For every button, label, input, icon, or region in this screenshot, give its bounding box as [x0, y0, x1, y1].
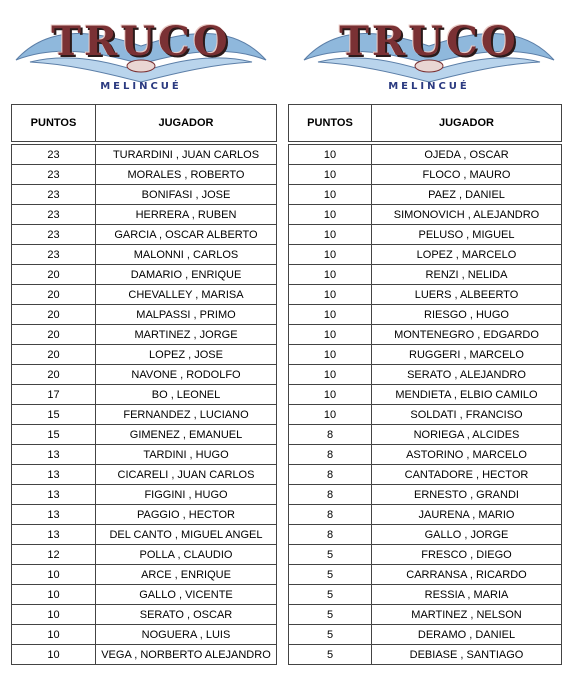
- player-cell: POLLA , CLAUDIO: [96, 545, 277, 565]
- points-cell: 23: [12, 165, 96, 185]
- points-cell: 10: [289, 365, 372, 385]
- table-row: [12, 385, 277, 405]
- table-row: [289, 485, 562, 505]
- table-row: [12, 425, 277, 445]
- points-cell: 12: [12, 545, 96, 565]
- table-row: [289, 205, 562, 225]
- points-cell: 20: [12, 325, 96, 345]
- points-cell: 10: [12, 645, 96, 665]
- table-row: [12, 465, 277, 485]
- points-cell: 15: [12, 425, 96, 445]
- points-cell: 10: [289, 245, 372, 265]
- points-cell: 20: [12, 345, 96, 365]
- table-row: [12, 585, 277, 605]
- points-cell: 23: [12, 245, 96, 265]
- player-cell: CARRANSA , RICARDO: [372, 565, 562, 585]
- table-row: [12, 285, 277, 305]
- table-row: [289, 185, 562, 205]
- player-cell: MENDIETA , ELBIO CAMILO: [372, 385, 562, 405]
- points-cell: 13: [12, 485, 96, 505]
- table-row: [289, 505, 562, 525]
- table-row: [289, 425, 562, 445]
- player-cell: GIMENEZ , EMANUEL: [96, 425, 277, 445]
- table-row: [12, 605, 277, 625]
- player-cell: CANTADORE , HECTOR: [372, 465, 562, 485]
- logo-subtitle: MELINCUÉ: [388, 81, 470, 92]
- points-cell: 10: [289, 185, 372, 205]
- points-cell: 10: [289, 225, 372, 245]
- player-cell: SIMONOVICH , ALEJANDRO: [372, 205, 562, 225]
- table-row: [12, 445, 277, 465]
- player-cell: FERNANDEZ , LUCIANO: [96, 405, 277, 425]
- points-cell: 20: [12, 285, 96, 305]
- points-cell: 10: [12, 605, 96, 625]
- scores-body-right: [289, 142, 562, 665]
- player-cell: MONTENEGRO , EDGARDO: [372, 325, 562, 345]
- table-row: [289, 465, 562, 485]
- table-row: [289, 145, 562, 165]
- table-row: [12, 265, 277, 285]
- logo-title: TRUCO: [51, 18, 231, 65]
- points-cell: 8: [289, 485, 372, 505]
- player-cell: DERAMO , DANIEL: [372, 625, 562, 645]
- table-row: [289, 585, 562, 605]
- points-cell: 23: [12, 225, 96, 245]
- player-cell: NOGUERA , LUIS: [96, 625, 277, 645]
- player-cell: ARCE , ENRIQUE: [96, 565, 277, 585]
- points-cell: 5: [289, 645, 372, 665]
- table-row: [289, 225, 562, 245]
- points-cell: 8: [289, 505, 372, 525]
- points-cell: 10: [12, 565, 96, 585]
- table-header-row: [12, 105, 277, 142]
- points-cell: 10: [289, 405, 372, 425]
- points-cell: 10: [289, 265, 372, 285]
- truco-logo-right: [298, 2, 560, 98]
- table-row: [12, 205, 277, 225]
- player-cell: GALLO , JORGE: [372, 525, 562, 545]
- table-row: [289, 565, 562, 585]
- player-header: JUGADOR: [96, 105, 277, 142]
- player-cell: ASTORINO , MARCELO: [372, 445, 562, 465]
- points-cell: 20: [12, 365, 96, 385]
- table-row: [289, 385, 562, 405]
- points-cell: 10: [289, 345, 372, 365]
- player-cell: SERATO , OSCAR: [96, 605, 277, 625]
- table-row: [289, 165, 562, 185]
- player-cell: PELUSO , MIGUEL: [372, 225, 562, 245]
- player-cell: TARDINI , HUGO: [96, 445, 277, 465]
- table-row: [289, 405, 562, 425]
- player-cell: DEL CANTO , MIGUEL ANGEL: [96, 525, 277, 545]
- points-cell: 20: [12, 265, 96, 285]
- table-row: [12, 485, 277, 505]
- points-cell: 10: [289, 205, 372, 225]
- points-cell: 8: [289, 445, 372, 465]
- points-cell: 8: [289, 525, 372, 545]
- table-row: [12, 165, 277, 185]
- table-row: [12, 545, 277, 565]
- points-cell: 8: [289, 425, 372, 445]
- table-row: [289, 525, 562, 545]
- table-row: [289, 305, 562, 325]
- player-cell: OJEDA , OSCAR: [372, 145, 562, 165]
- player-cell: CICARELI , JUAN CARLOS: [96, 465, 277, 485]
- player-cell: ERNESTO , GRANDI: [372, 485, 562, 505]
- player-cell: LUERS , ALBEERTO: [372, 285, 562, 305]
- player-cell: FIGGINI , HUGO: [96, 485, 277, 505]
- player-header: JUGADOR: [372, 105, 562, 142]
- points-cell: 23: [12, 145, 96, 165]
- player-cell: GARCIA , OSCAR ALBERTO: [96, 225, 277, 245]
- player-cell: JAURENA , MARIO: [372, 505, 562, 525]
- scores-table-left: [11, 104, 277, 665]
- table-row: [289, 245, 562, 265]
- table-row: [12, 225, 277, 245]
- player-cell: MALONNI , CARLOS: [96, 245, 277, 265]
- player-cell: DEBIASE , SANTIAGO: [372, 645, 562, 665]
- points-cell: 15: [12, 405, 96, 425]
- points-cell: 23: [12, 205, 96, 225]
- table-row: [12, 565, 277, 585]
- points-cell: 10: [289, 145, 372, 165]
- table-row: [289, 285, 562, 305]
- player-cell: SERATO , ALEJANDRO: [372, 365, 562, 385]
- points-cell: 5: [289, 565, 372, 585]
- player-cell: RENZI , NELIDA: [372, 265, 562, 285]
- table-row: [289, 365, 562, 385]
- table-row: [12, 405, 277, 425]
- table-row: [12, 245, 277, 265]
- table-row: [12, 345, 277, 365]
- points-cell: 17: [12, 385, 96, 405]
- points-cell: 5: [289, 545, 372, 565]
- player-cell: GALLO , VICENTE: [96, 585, 277, 605]
- player-cell: NAVONE , RODOLFO: [96, 365, 277, 385]
- player-cell: MALPASSI , PRIMO: [96, 305, 277, 325]
- player-cell: DAMARIO , ENRIQUE: [96, 265, 277, 285]
- points-cell: 10: [289, 165, 372, 185]
- table-row: [12, 305, 277, 325]
- points-cell: 10: [289, 285, 372, 305]
- player-cell: RUGGERI , MARCELO: [372, 345, 562, 365]
- table-row: [289, 265, 562, 285]
- table-row: [12, 325, 277, 345]
- player-cell: BONIFASI , JOSE: [96, 185, 277, 205]
- table-row: [12, 145, 277, 165]
- points-cell: 5: [289, 625, 372, 645]
- table-row: [12, 365, 277, 385]
- table-header-row: [289, 105, 562, 142]
- table-row: [12, 185, 277, 205]
- table-row: [289, 605, 562, 625]
- table-row: [12, 505, 277, 525]
- player-cell: RIESGO , HUGO: [372, 305, 562, 325]
- logo-title: TRUCO: [339, 18, 519, 65]
- logo-subtitle: MELINCUÉ: [100, 81, 182, 92]
- player-cell: PAGGIO , HECTOR: [96, 505, 277, 525]
- points-cell: 10: [289, 305, 372, 325]
- player-cell: VEGA , NORBERTO ALEJANDRO: [96, 645, 277, 665]
- table-row: [12, 525, 277, 545]
- table-row: [12, 625, 277, 645]
- player-cell: MARTINEZ , JORGE: [96, 325, 277, 345]
- points-header: PUNTOS: [289, 105, 372, 142]
- player-cell: SOLDATI , FRANCISO: [372, 405, 562, 425]
- points-cell: 5: [289, 605, 372, 625]
- table-row: [289, 445, 562, 465]
- table-row: [12, 645, 277, 665]
- table-row: [289, 625, 562, 645]
- scores-body-left: [12, 142, 277, 665]
- points-header: PUNTOS: [12, 105, 96, 142]
- truco-logo-left: [10, 2, 272, 98]
- points-cell: 10: [12, 585, 96, 605]
- points-cell: 20: [12, 305, 96, 325]
- player-cell: CHEVALLEY , MARISA: [96, 285, 277, 305]
- player-cell: FLOCO , MAURO: [372, 165, 562, 185]
- points-cell: 8: [289, 465, 372, 485]
- table-row: [289, 645, 562, 665]
- scores-table-right: [288, 104, 562, 665]
- player-cell: HERRERA , RUBEN: [96, 205, 277, 225]
- player-cell: NORIEGA , ALCIDES: [372, 425, 562, 445]
- table-row: [289, 325, 562, 345]
- points-cell: 10: [289, 325, 372, 345]
- player-cell: PAEZ , DANIEL: [372, 185, 562, 205]
- player-cell: FRESCO , DIEGO: [372, 545, 562, 565]
- points-cell: 13: [12, 445, 96, 465]
- points-cell: 23: [12, 185, 96, 205]
- points-cell: 10: [289, 385, 372, 405]
- table-row: [289, 545, 562, 565]
- table-row: [289, 345, 562, 365]
- points-cell: 10: [12, 625, 96, 645]
- player-cell: LOPEZ , MARCELO: [372, 245, 562, 265]
- player-cell: MARTINEZ , NELSON: [372, 605, 562, 625]
- points-cell: 13: [12, 505, 96, 525]
- points-cell: 5: [289, 585, 372, 605]
- points-cell: 13: [12, 525, 96, 545]
- player-cell: LOPEZ , JOSE: [96, 345, 277, 365]
- player-cell: TURARDINI , JUAN CARLOS: [96, 145, 277, 165]
- player-cell: BO , LEONEL: [96, 385, 277, 405]
- player-cell: MORALES , ROBERTO: [96, 165, 277, 185]
- player-cell: RESSIA , MARIA: [372, 585, 562, 605]
- points-cell: 13: [12, 465, 96, 485]
